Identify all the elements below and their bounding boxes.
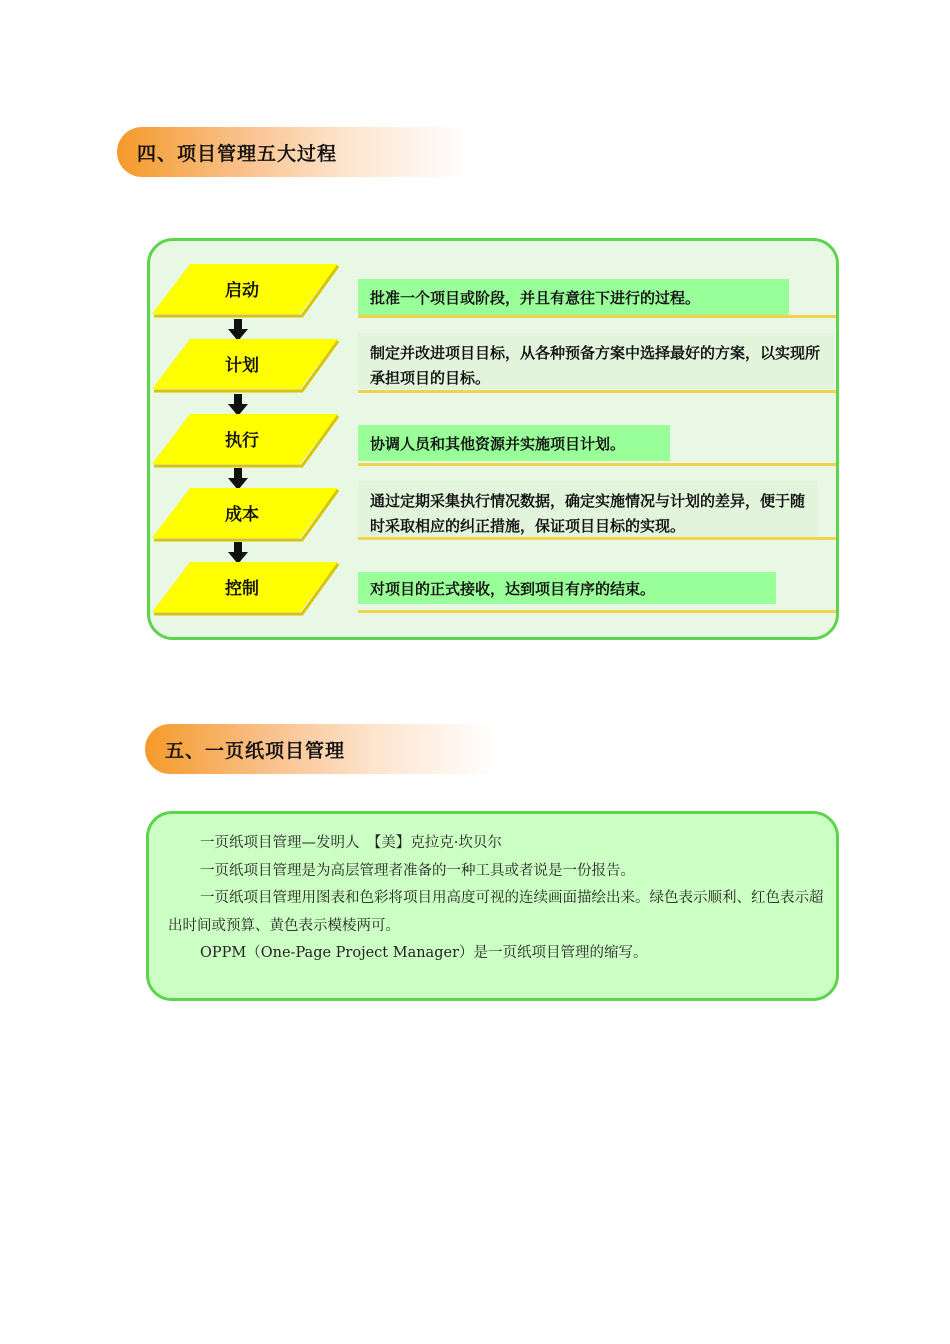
stage-label: 执行 xyxy=(225,431,259,451)
stage-underline xyxy=(358,463,836,466)
stage-label: 启动 xyxy=(225,281,259,301)
stage-underline xyxy=(358,610,836,613)
paragraph: 一页纸项目管理用图表和色彩将项目用高度可视的连续画面描绘出来。绿色表示顺利、红色表示超出时间或预算、黄色表示模棱两可。 xyxy=(168,890,824,934)
section-title: 四、项目管理五大过程 xyxy=(137,142,338,165)
section-header-process xyxy=(117,127,467,177)
paragraph: OPPM（One-Page Project Manager）是一页纸项目管理的缩写。 xyxy=(200,945,648,961)
section-title: 五、一页纸项目管理 xyxy=(165,739,346,762)
stage-description: 对项目的正式接收，达到项目有序的结束。 xyxy=(358,572,776,604)
stage-label: 计划 xyxy=(225,356,259,376)
stage-description: 通过定期采集执行情况数据，确定实施情况与计划的差异，便于随时采取相应的纠正措施，保证项目目标的实现。 xyxy=(358,481,818,537)
stage-label: 成本 xyxy=(225,505,259,525)
stage-underline xyxy=(358,315,836,318)
arrow-down-icon xyxy=(228,468,248,490)
oppm-paragraphs xyxy=(168,830,828,968)
stage-description: 制定并改进项目目标，从各种预备方案中选择最好的方案，以实现所承担项目的目标。 xyxy=(358,333,834,389)
arrow-down-icon xyxy=(228,542,248,564)
arrow-down-icon xyxy=(228,319,248,341)
paragraph: 一页纸项目管理是为高层管理者准备的一种工具或者说是一份报告。 xyxy=(200,862,635,879)
section-header-oppm xyxy=(145,724,495,774)
stage-label: 控制 xyxy=(225,579,259,599)
stage-description: 批准一个项目或阶段，并且有意往下进行的过程。 xyxy=(358,279,789,315)
arrow-down-icon xyxy=(228,394,248,416)
stage-description: 协调人员和其他资源并实施项目计划。 xyxy=(358,425,670,461)
paragraph: 一页纸项目管理—发明人 【美】克拉克·坎贝尔 xyxy=(200,835,502,851)
